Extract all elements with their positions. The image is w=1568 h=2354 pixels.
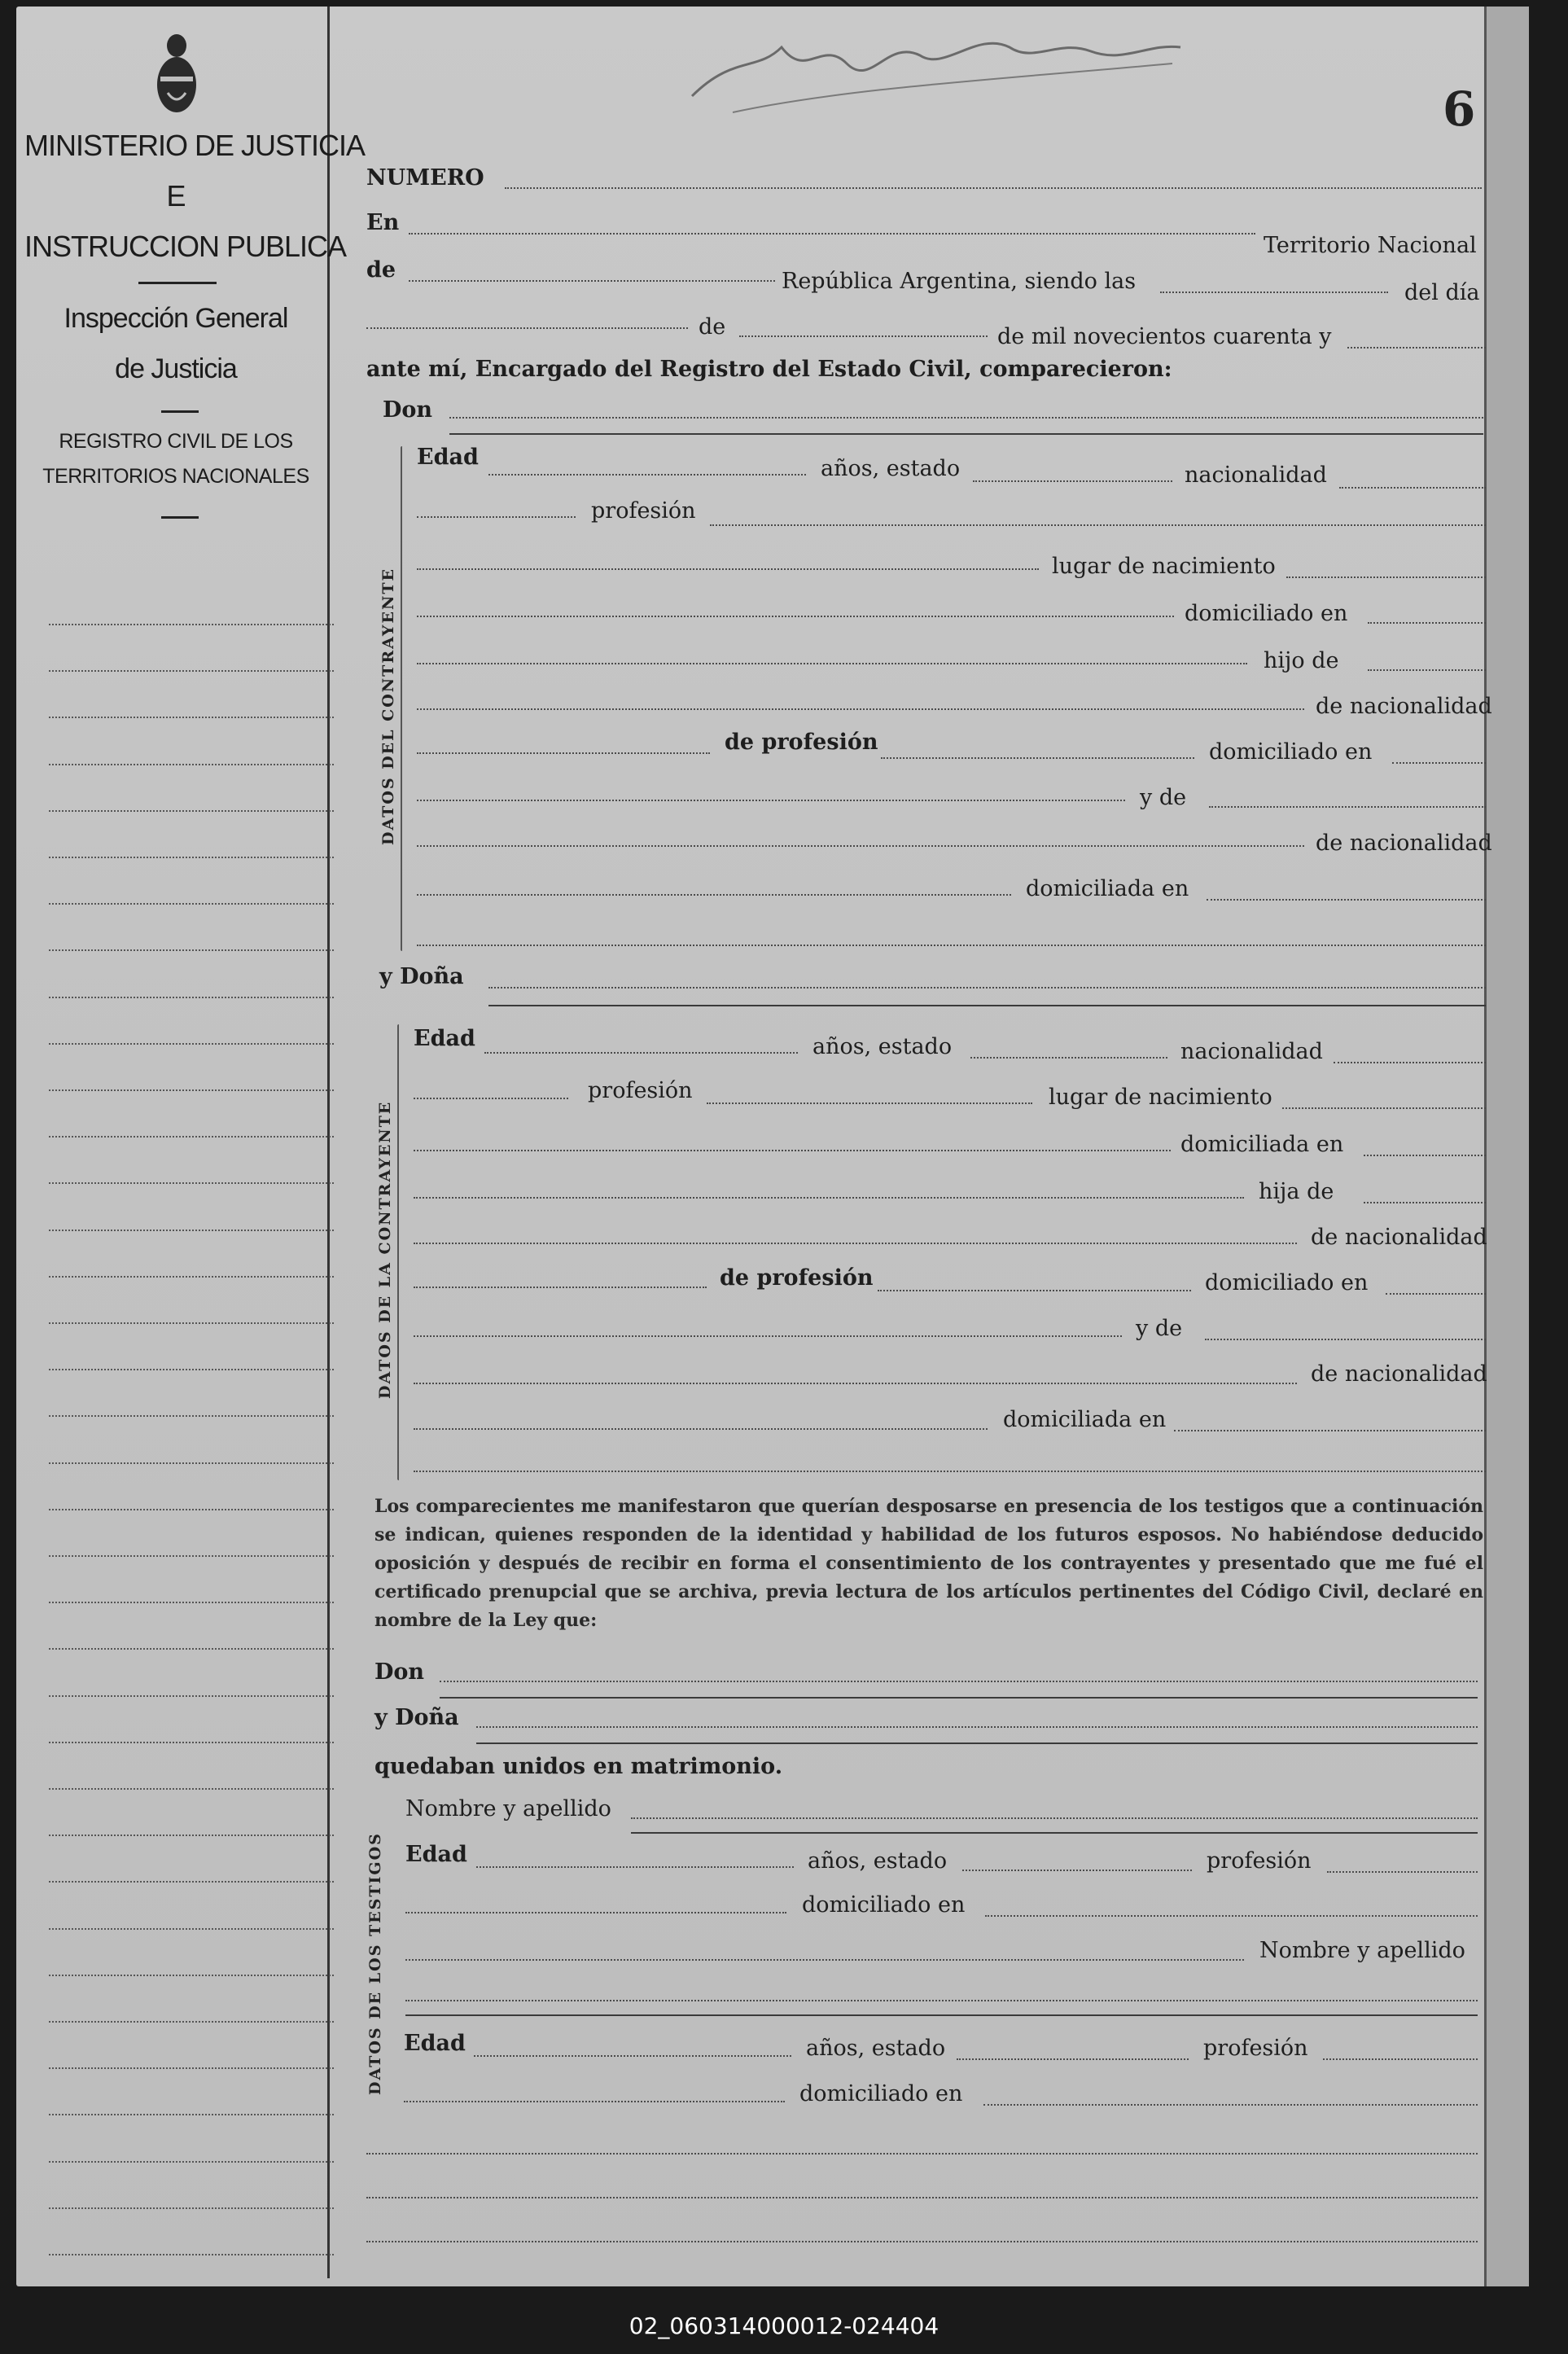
- page-edge: [1484, 7, 1529, 2286]
- nacionalidad-field-f[interactable]: [1334, 1062, 1486, 1063]
- de-profesion-label: de profesión: [725, 730, 878, 755]
- decl-don-label: Don: [374, 1659, 425, 1685]
- dia-field[interactable]: [366, 327, 688, 329]
- edad-label: Edad: [417, 445, 479, 470]
- mil-novecientos-label: de mil novecientos cuarenta y: [997, 324, 1332, 349]
- lugar-nacimiento-field-f[interactable]: [1282, 1107, 1486, 1109]
- closing-line[interactable]: [366, 2197, 1478, 2198]
- testigo1-profesion-field[interactable]: [1327, 1871, 1478, 1873]
- de-nacionalidad-label-2: de nacionalidad: [1316, 831, 1492, 856]
- madre-field[interactable]: [1209, 806, 1486, 808]
- madre-domicilio-field-f[interactable]: [1174, 1430, 1486, 1431]
- nacionalidad-label-f: nacionalidad: [1180, 1039, 1323, 1064]
- de-nacionalidad-label-f2: de nacionalidad: [1311, 1361, 1487, 1387]
- row-field[interactable]: [417, 616, 1174, 617]
- lugar-nacimiento-field[interactable]: [1286, 576, 1486, 578]
- testigo2-estado-field[interactable]: [957, 2058, 1189, 2060]
- testigo2-profesion-field[interactable]: [1323, 2058, 1478, 2060]
- handwritten-signature: [684, 23, 1189, 121]
- testigo2-nombre-field[interactable]: [405, 2000, 1478, 2001]
- numero-field[interactable]: [505, 187, 1482, 189]
- profesion-field-f[interactable]: [707, 1102, 1032, 1104]
- row-field[interactable]: [414, 1335, 1122, 1337]
- y-de-label: y de: [1140, 785, 1187, 810]
- estado-field-f[interactable]: [970, 1057, 1167, 1059]
- profesion-label-f: profesión: [588, 1078, 693, 1103]
- testigo1-edad-label: Edad: [405, 1842, 467, 1867]
- madre-domicilio-field[interactable]: [1207, 899, 1486, 901]
- profesion-pre-field[interactable]: [417, 516, 576, 518]
- inspection-line1: Inspección General: [64, 303, 288, 334]
- contrayenta-side-label: DATOS DE LA CONTRAYENTE: [376, 1100, 394, 1399]
- domicilio-field[interactable]: [1368, 622, 1486, 624]
- ante-mi-label: ante mí, Encargado del Registro del Estado Civil, comparecieron:: [366, 357, 1172, 382]
- testigo2-edad-field[interactable]: [474, 2055, 791, 2057]
- y-de-label-f: y de: [1136, 1316, 1183, 1341]
- national-coat-of-arms-icon: [151, 28, 202, 119]
- domicilio-field-f[interactable]: [1364, 1155, 1486, 1156]
- edad-label-f: Edad: [414, 1026, 475, 1051]
- closing-line[interactable]: [366, 2241, 1478, 2242]
- profesion-label: profesión: [591, 498, 696, 524]
- row-field[interactable]: [417, 894, 1011, 896]
- decl-don-field-line2[interactable]: [440, 1697, 1478, 1699]
- hijo-de-label: hijo de: [1264, 648, 1339, 673]
- y-dona-label: y Doña: [379, 964, 464, 989]
- decl-dona-field[interactable]: [476, 1726, 1478, 1728]
- row-field[interactable]: [414, 1197, 1244, 1199]
- testigo1-domicilio-field[interactable]: [985, 1915, 1478, 1917]
- de-field[interactable]: [409, 280, 775, 282]
- row-field[interactable]: [417, 845, 1304, 847]
- testigo1-nombre-field-line2[interactable]: [631, 1832, 1478, 1834]
- en-label: En: [366, 210, 400, 235]
- row-field[interactable]: [417, 568, 1039, 570]
- row-field[interactable]: [414, 1287, 707, 1288]
- lugar-nacimiento-label: lugar de nacimiento: [1052, 554, 1276, 579]
- hijo-de-field[interactable]: [1368, 669, 1486, 671]
- testigo2-nombre-label: Nombre y apellido: [1259, 1938, 1465, 1963]
- ministry-title-line1: MINISTERIO DE JUSTICIA: [24, 129, 366, 162]
- row-field[interactable]: [414, 1471, 1486, 1472]
- row-field[interactable]: [417, 752, 710, 754]
- decl-don-field[interactable]: [440, 1681, 1478, 1682]
- row-field[interactable]: [414, 1243, 1297, 1244]
- quedaban-label: quedaban unidos en matrimonio.: [374, 1754, 783, 1779]
- row-field[interactable]: [405, 1912, 786, 1913]
- de-mes-label: de: [699, 314, 726, 340]
- image-caption: 02_060314000012-024404: [629, 2312, 939, 2339]
- anos-estado-label-f: años, estado: [812, 1034, 953, 1059]
- testigo1-anos-estado-label: años, estado: [808, 1848, 948, 1874]
- ministry-title-line3: INSTRUCCION PUBLICA: [24, 230, 347, 263]
- de-profesion-label-f: de profesión: [720, 1265, 874, 1291]
- testigo2-domicilio-field[interactable]: [983, 2104, 1478, 2106]
- domiciliado-en-label-2: domiciliado en: [1209, 739, 1373, 765]
- testigo2-edad-label: Edad: [404, 2031, 466, 2056]
- row-field[interactable]: [417, 708, 1304, 710]
- row-field[interactable]: [417, 800, 1125, 801]
- don-field-line2[interactable]: [449, 433, 1483, 435]
- decl-dona-field-line2[interactable]: [476, 1742, 1478, 1744]
- padre-domicilio-field[interactable]: [1392, 762, 1486, 764]
- madre-field-f[interactable]: [1205, 1339, 1486, 1340]
- padre-profesion-field[interactable]: [881, 757, 1194, 759]
- registry-line2: TERRITORIOS NACIONALES: [42, 465, 309, 488]
- estado-field[interactable]: [973, 480, 1172, 482]
- republica-label: República Argentina, siendo las: [782, 269, 1137, 294]
- hija-de-field[interactable]: [1364, 1202, 1486, 1203]
- en-field[interactable]: [409, 233, 1255, 235]
- hija-de-label: hija de: [1259, 1179, 1334, 1204]
- row-field[interactable]: [414, 1150, 1171, 1151]
- dona-field-line2[interactable]: [488, 1005, 1486, 1006]
- numero-label: NUMERO: [366, 165, 484, 191]
- row-field[interactable]: [414, 1383, 1297, 1384]
- testigo2-domiciliado-label: domiciliado en: [799, 2081, 963, 2106]
- edad-field[interactable]: [488, 474, 806, 476]
- divider: [138, 282, 217, 284]
- domiciliada-en-label: domiciliada en: [1026, 876, 1189, 901]
- inspection-line2: de Justicia: [115, 353, 237, 384]
- domiciliada-en-label-f: domiciliada en: [1180, 1132, 1344, 1157]
- testigo1-domiciliado-label: domiciliado en: [802, 1892, 966, 1918]
- profesion-field[interactable]: [710, 524, 1486, 526]
- row-field[interactable]: [417, 945, 1486, 946]
- territorio-label: Territorio Nacional: [1264, 233, 1477, 258]
- divider: [161, 410, 199, 413]
- domiciliado-en-label: domiciliado en: [1185, 601, 1348, 626]
- lugar-nacimiento-label-f: lugar de nacimiento: [1049, 1085, 1272, 1110]
- row-field[interactable]: [414, 1428, 988, 1430]
- testigo1-profesion-label: profesión: [1207, 1848, 1312, 1874]
- section-bracket: [401, 446, 402, 951]
- padre-domicilio-field-f[interactable]: [1386, 1293, 1486, 1295]
- row-field[interactable]: [417, 663, 1247, 664]
- don-label: Don: [383, 397, 433, 423]
- domiciliado-en-label-f: domiciliado en: [1205, 1270, 1369, 1295]
- del-dia-label: del día: [1404, 280, 1480, 305]
- nacionalidad-field[interactable]: [1339, 487, 1486, 489]
- anio-field[interactable]: [1347, 347, 1486, 348]
- testigo1-nombre-field[interactable]: [631, 1817, 1478, 1819]
- ministry-title-line2: E: [166, 179, 186, 213]
- page-number: 6: [1443, 81, 1476, 137]
- section-bracket: [397, 1024, 399, 1480]
- testigo2-profesion-label: profesión: [1203, 2036, 1308, 2061]
- testigos-side-label: DATOS DE LOS TESTIGOS: [366, 1832, 384, 2095]
- nacionalidad-label: nacionalidad: [1185, 462, 1327, 488]
- anos-estado-label: años, estado: [821, 456, 961, 481]
- don-field[interactable]: [449, 417, 1483, 419]
- dona-field[interactable]: [488, 987, 1486, 989]
- registry-line1: REGISTRO CIVIL DE LOS: [59, 430, 293, 453]
- de-nacionalidad-label-f: de nacionalidad: [1311, 1225, 1487, 1250]
- padre-profesion-field-f[interactable]: [878, 1290, 1191, 1291]
- hora-field[interactable]: [1160, 292, 1388, 293]
- decl-dona-label: y Doña: [374, 1705, 459, 1730]
- document-page: [16, 7, 1529, 2286]
- declaration-paragraph: Los comparecientes me manifestaron que querían desposarse en presencia de los testigos que a continuación se indican, quienes responden de la identidad y habilidad de los futuros esposos. No habiéndose deducido oposición y después de recibir en forma el consentimiento de los contrayentes y presentado que me fué el certificado prenupcial que se archiva, previa lectura de los artículos pertinentes del Código Civil, declaré en nombre de la Ley que:: [374, 1496, 1483, 1631]
- contrayente-side-label: DATOS DEL CONTRAYENTE: [379, 568, 397, 845]
- left-margin-column: [24, 7, 366, 2278]
- row-field[interactable]: [405, 1959, 1244, 1961]
- closing-line[interactable]: [366, 2153, 1478, 2155]
- divider: [161, 516, 199, 519]
- testigo1-estado-field[interactable]: [962, 1870, 1192, 1871]
- testigo1-nombre-label: Nombre y apellido: [405, 1796, 611, 1821]
- edad-field-f[interactable]: [484, 1052, 798, 1054]
- de-label: de: [366, 257, 396, 283]
- profesion-pre-field-f[interactable]: [414, 1098, 568, 1099]
- testigo2-nombre-field-line2[interactable]: [405, 2014, 1478, 2016]
- row-field[interactable]: [404, 2101, 785, 2102]
- mes-field[interactable]: [739, 335, 988, 337]
- de-nacionalidad-label: de nacionalidad: [1316, 694, 1492, 719]
- domiciliada-en-label-f2: domiciliada en: [1003, 1407, 1167, 1432]
- testigo1-edad-field[interactable]: [476, 1866, 794, 1868]
- testigo2-anos-estado-label: años, estado: [806, 2036, 946, 2061]
